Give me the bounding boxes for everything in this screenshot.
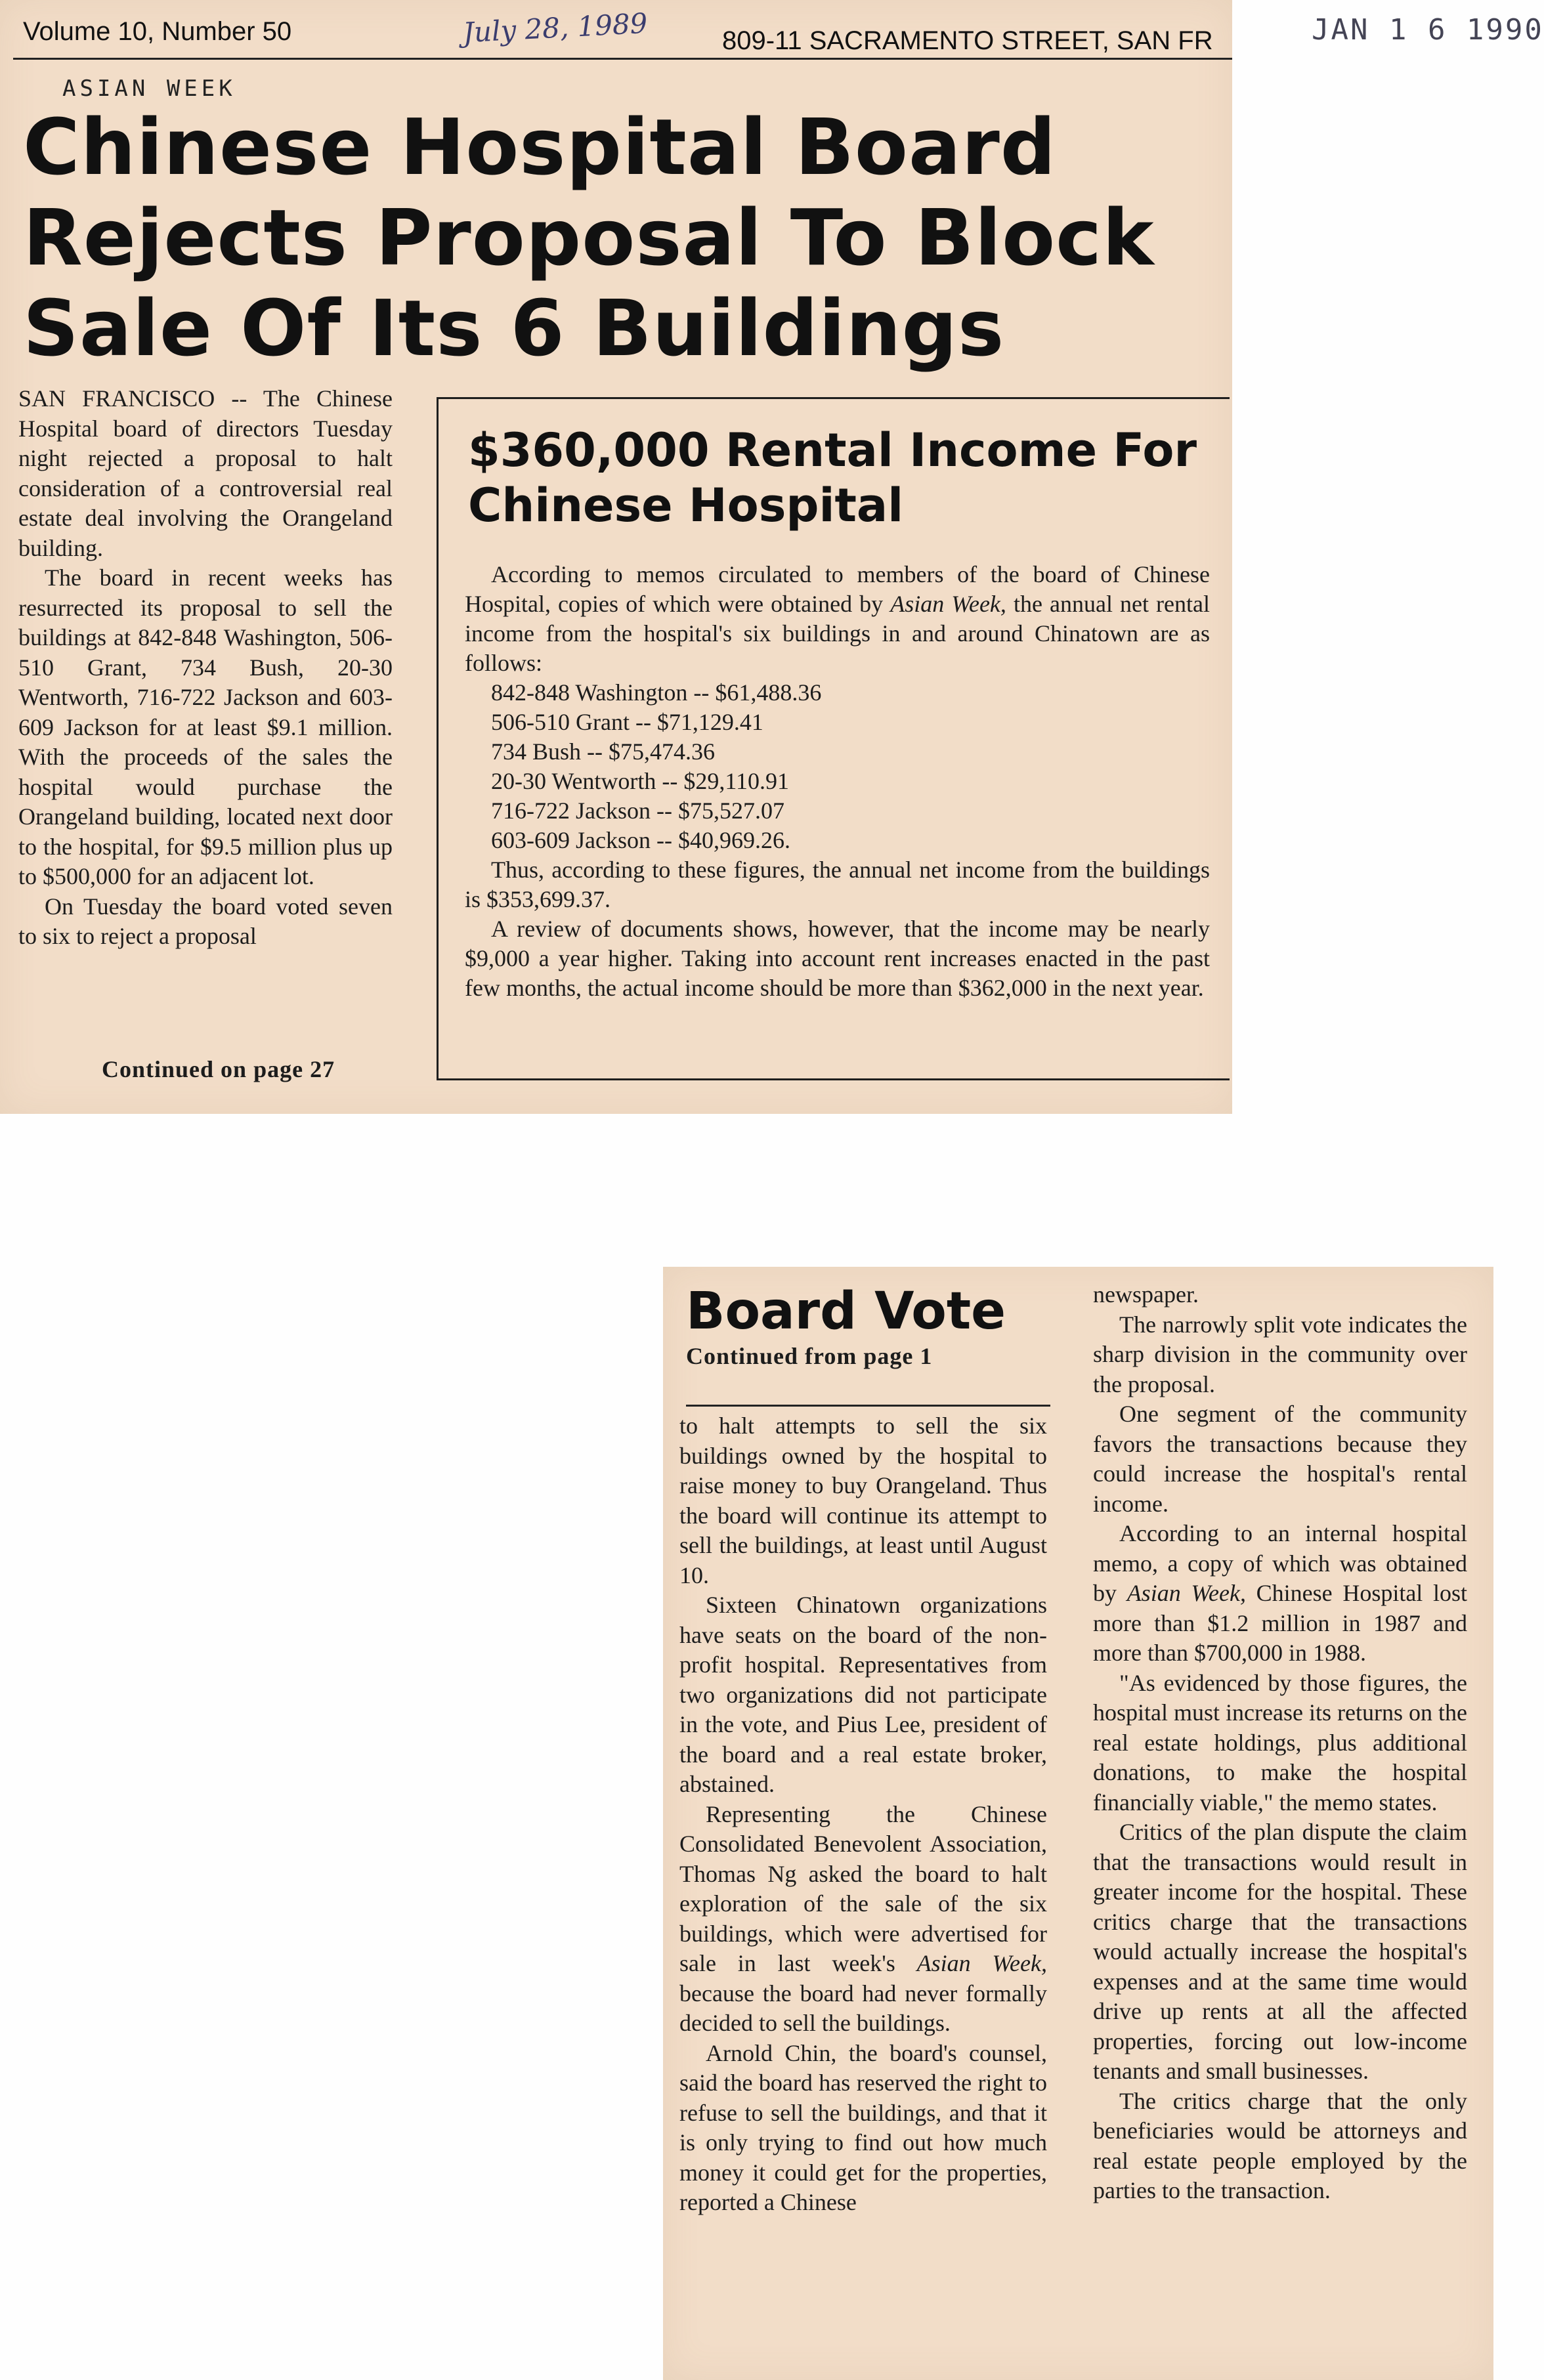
income-item: 842-848 Washington -- $61,488.36: [491, 679, 822, 706]
article-paragraph: The critics charge that the only beneficiaries would be attorneys and real estate people employed by the parties to the transaction.: [1093, 2087, 1467, 2203]
masthead: [23, 7, 1232, 58]
continued-note: Continued on page 27: [102, 1056, 335, 1082]
income-item: 20-30 Wentworth -- $29,110.91: [491, 768, 790, 794]
masthead-rule: [13, 58, 1232, 60]
sidebar-body: [465, 560, 1210, 1003]
income-item: 506-510 Grant -- $71,129.41: [491, 709, 763, 735]
income-item: 603-609 Jackson -- $40,969.26.: [491, 827, 790, 853]
article-paragraph: Sixteen Chinatown organizations have seats on the board of the non-profit hospital. Representatives from two organizations did not participate in the vote, and Pius Lee, president of the board and a real estate broker, abstained.: [679, 1592, 1047, 1797]
article-paragraph: Representing the Chinese Consolidated Benevolent Association, Thomas Ng asked the board to halt exploration of the sale of the six buildings, which were advertised for sale in last week's Asian Week, because the board had never formally decided to sell the buildings.: [679, 1800, 1047, 2036]
continuation-column-right: [1093, 1280, 1467, 2206]
article-paragraph: to halt attempts to sell the six buildings owned by the hospital to raise money to buy Orangeland. Thus the board will continue its attempt to sell the buildings, at least until August 10.: [679, 1413, 1047, 1588]
article-paragraph: Critics of the plan dispute the claim that the transactions would result in greater income for the hospital. These critics charge that the transactions would actually increase the hospital's expenses and at the same time would drive up rents at all the affected properties, forcing out low-income tenants and small businesses.: [1093, 1819, 1467, 2084]
income-item: 734 Bush -- $75,474.36: [491, 738, 715, 765]
sidebar-paragraph: A review of documents shows, however, that the income may be nearly $9,000 a year higher. Taking into account rent increases enacted in the past few months, the actual income should be more than $362,000 in the next year.: [465, 916, 1210, 1001]
volume-number: Volume 10, Number 50: [23, 17, 292, 46]
article-paragraph: "As evidenced by those figures, the hospital must increase its returns on the real estate holdings, plus additional donations, to make the hospital financially viable," the memo states.: [1093, 1669, 1467, 1816]
lead-paragraph: SAN FRANCISCO -- The Chinese Hospital board of directors Tuesday night rejected a proposal to halt consideration of a controversial real estate deal involving the Orangeland building.: [18, 385, 393, 561]
clipping-front-page: [0, 0, 1232, 1114]
headline-rule: [686, 1405, 1050, 1407]
article-paragraph: newspaper.: [1093, 1281, 1199, 1307]
income-item: 716-722 Jackson -- $75,527.07: [491, 797, 784, 824]
masthead-address: 809-11 SACRAMENTO STREET, SAN FR: [722, 26, 1213, 55]
continued-from-note: Continued from page 1: [686, 1343, 933, 1369]
income-list: [465, 678, 1210, 855]
article-paragraph: According to an internal hospital memo, a copy of which was obtained by Asian Week, Chinese Hospital lost more than $1.2 million in 1987 and more than $700,000 in 1988.: [1093, 1520, 1467, 1666]
article-paragraph: One segment of the community favors the transactions because they could increase the hospital's rental income.: [1093, 1401, 1467, 1517]
article-paragraph: The board in recent weeks has resurrected its proposal to sell the buildings at 842-848 Washington, 506-510 Grant, 734 Bush, 20-30 Wentworth, 716-722 Jackson and 603-609 Jackson for at least $9.1 million. With the proceeds of the sales the hospital would purchase the Orangeland building, located next door to the hospital, for $9.5 million plus up to $500,000 for an adjacent lot.: [18, 564, 393, 889]
continuation-column-left: [679, 1411, 1047, 2218]
article-paragraph: Arnold Chin, the board's counsel, said the board has reserved the right to refuse to sell the buildings, and that it is only trying to find out how much money it could get for the properties, reported a Chinese: [679, 2039, 1047, 2215]
sidebar-paragraph: Thus, according to these figures, the annual net income from the buildings is $353,699.37.: [465, 857, 1210, 912]
sidebar-title: $360,000 Rental Income For Chinese Hospital: [468, 423, 1197, 532]
handwritten-date: July 28, 1989: [461, 7, 649, 49]
sidebar-intro: According to memos circulated to members of the board of Chinese Hospital, copies of which were obtained by Asian Week, the annual net rental income from the hospital's six buildings in and around Chinatown are as follows:: [465, 561, 1210, 676]
date-stamp: JAN 1 6 1990: [1312, 13, 1544, 47]
lead-article-column: [18, 384, 393, 952]
continuation-headline: Board Vote: [686, 1282, 1006, 1341]
article-paragraph: On Tuesday the board voted seven to six to reject a proposal: [18, 893, 393, 949]
main-headline: Chinese Hospital Board Rejects Proposal To Block Sale Of Its 6 Buildings: [23, 102, 1155, 373]
article-paragraph: The narrowly split vote indicates the sharp division in the community over the proposal.: [1093, 1311, 1467, 1397]
rental-income-sidebar: [437, 397, 1230, 1080]
section-kicker: ASIAN WEEK: [62, 75, 236, 102]
